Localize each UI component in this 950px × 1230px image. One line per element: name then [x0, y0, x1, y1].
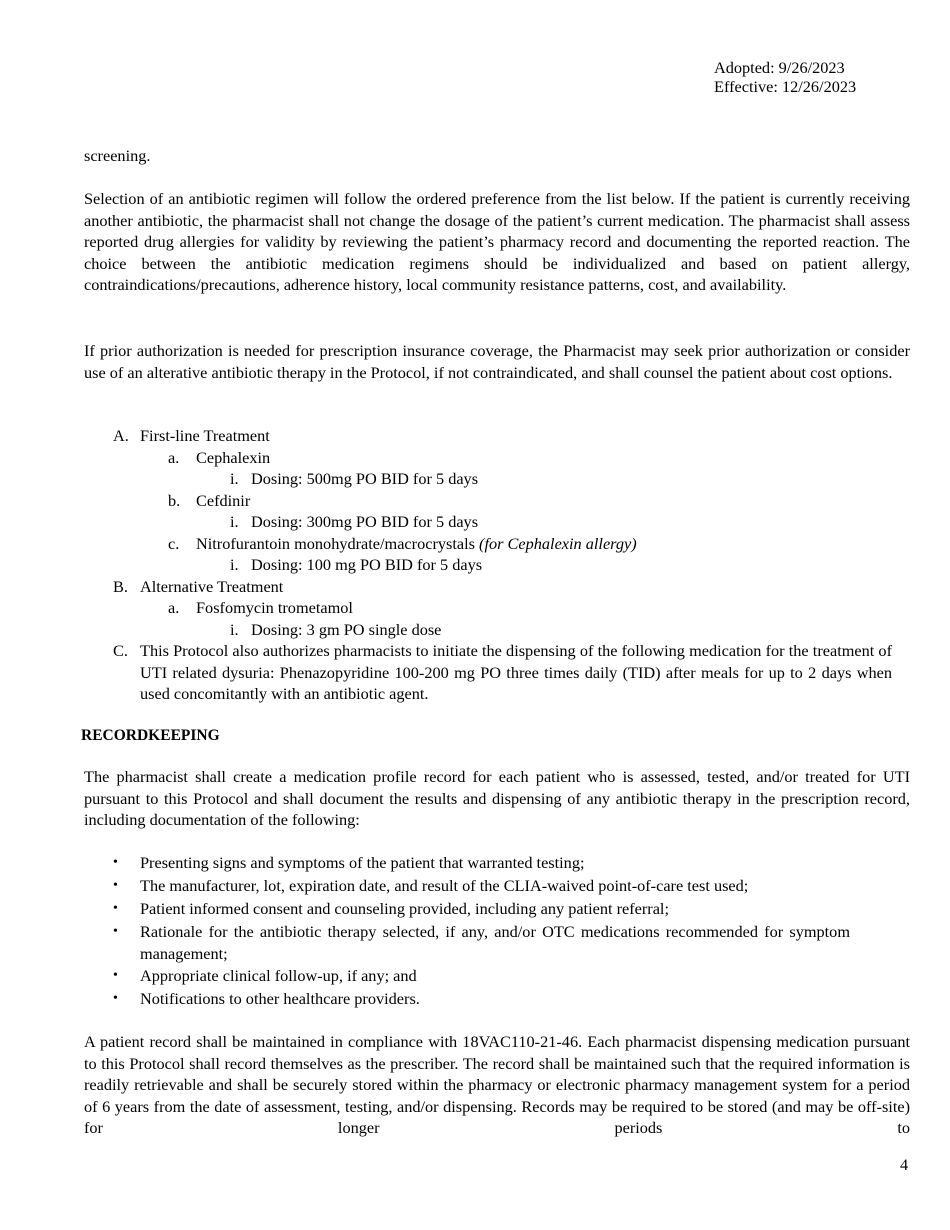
- list-item: Appropriate clinical follow-up, if any; and: [140, 966, 417, 985]
- list-item: Patient informed consent and counseling provided, including any patient referral;: [140, 899, 669, 918]
- document-header: [714, 58, 856, 96]
- list-label-i: i.: [230, 469, 239, 488]
- list-item: Presenting signs and symptoms of the patient that warranted testing;: [140, 853, 585, 872]
- list-label-B: B.: [113, 577, 128, 596]
- recordkeeping-intro: The pharmacist shall create a medication profile record for each patient who is assessed, tested, and/or treated for UTI pursuant to this Protocol and shall document the results and dispensing of any antibiotic therapy in the prescription record, including documentation of the following:: [84, 767, 910, 830]
- bullet-icon: •: [113, 991, 118, 1006]
- bullet-icon: •: [113, 901, 118, 916]
- fosfomycin: Fosfomycin trometamol: [196, 598, 353, 617]
- fosfomycin-dosing: Dosing: 3 gm PO single dose: [251, 620, 442, 639]
- effective-date: Effective: 12/26/2023: [714, 77, 857, 96]
- cephalexin-dosing: Dosing: 500mg PO BID for 5 days: [251, 469, 479, 488]
- bullet-icon: •: [113, 855, 118, 870]
- list-label-A: A.: [113, 426, 129, 445]
- phenazopyridine-authorization: This Protocol also authorizes pharmacists to initiate the dispensing of the following medication for the treatment of UTI related dysuria: Phenazopyridine 100-200 mg PO three times daily (TID) after meals for up to 2 days when used concomitantly with an antibiotic agent.: [140, 641, 892, 704]
- nitrofurantoin-name: Nitrofurantoin monohydrate/macrocrystals: [196, 534, 475, 553]
- nitrofurantoin: [196, 533, 637, 555]
- adopted-date: Adopted: 9/26/2023: [714, 58, 845, 77]
- list-item: The manufacturer, lot, expiration date, and result of the CLIA-waived point-of-care test used;: [140, 876, 749, 895]
- list-label-a: a.: [168, 448, 180, 467]
- bullet-icon: •: [113, 878, 118, 893]
- bullet-icon: •: [113, 924, 118, 939]
- page-number: 4: [900, 1155, 909, 1174]
- paragraph-prior-authorization: If prior authorization is needed for prescription insurance coverage, the Pharmacist may seek prior authorization or consider use of an alterative antibiotic therapy in the Protocol, if not contraindicated, and shall counsel the patient about cost options.: [84, 341, 910, 382]
- alternative-treatment: Alternative Treatment: [140, 577, 284, 596]
- bullet-icon: •: [113, 968, 118, 983]
- list-item: Notifications to other healthcare providers.: [140, 989, 420, 1008]
- cephalexin-allergy-note: (for Cephalexin allergy): [479, 534, 637, 553]
- list-item: Rationale for the antibiotic therapy selected, if any, and/or OTC medications recommended for symptom management;: [140, 922, 850, 963]
- nitrofurantoin-dosing: Dosing: 100 mg PO BID for 5 days: [251, 555, 483, 574]
- recordkeeping-heading: RECORDKEEPING: [81, 727, 220, 744]
- list-label-a: a.: [168, 598, 180, 617]
- cefdinir: Cefdinir: [196, 491, 251, 510]
- paragraph-screening: screening.: [84, 146, 151, 165]
- list-label-C: C.: [113, 641, 128, 660]
- list-label-c: c.: [168, 534, 180, 553]
- patient-record-paragraph: A patient record shall be maintained in compliance with 18VAC110-21-46. Each pharmacist dispensing medication pursuant to this Protocol shall record themselves as the prescriber. The record shall be maintained such that the required information is readily retrievable and shall be securely stored within the pharmacy or electronic pharmacy management system for a period of 6 years from the date of assessment, testing, and/or dispensing. Records may be required to be stored (and may be off-site) for longer periods to: [84, 1032, 910, 1138]
- paragraph-antibiotic-selection: Selection of an antibiotic regimen will follow the ordered preference from the list below. If the patient is currently receiving another antibiotic, the pharmacist shall not change the dosage of the patient’s current medication. The pharmacist shall assess reported drug allergies for validity by reviewing the patient’s pharmacy record and documenting the reported reaction. The choice between the antibiotic medication regimens should be individualized and based on patient allergy, contraindications/precautions, adherence history, local community resistance patterns, cost, and availability.: [84, 189, 910, 295]
- list-label-b: b.: [168, 491, 181, 510]
- cephalexin: Cephalexin: [196, 448, 271, 467]
- list-label-i: i.: [230, 512, 239, 531]
- list-label-i: i.: [230, 620, 239, 639]
- list-label-i: i.: [230, 555, 239, 574]
- first-line-treatment: First-line Treatment: [140, 426, 270, 445]
- cefdinir-dosing: Dosing: 300mg PO BID for 5 days: [251, 512, 479, 531]
